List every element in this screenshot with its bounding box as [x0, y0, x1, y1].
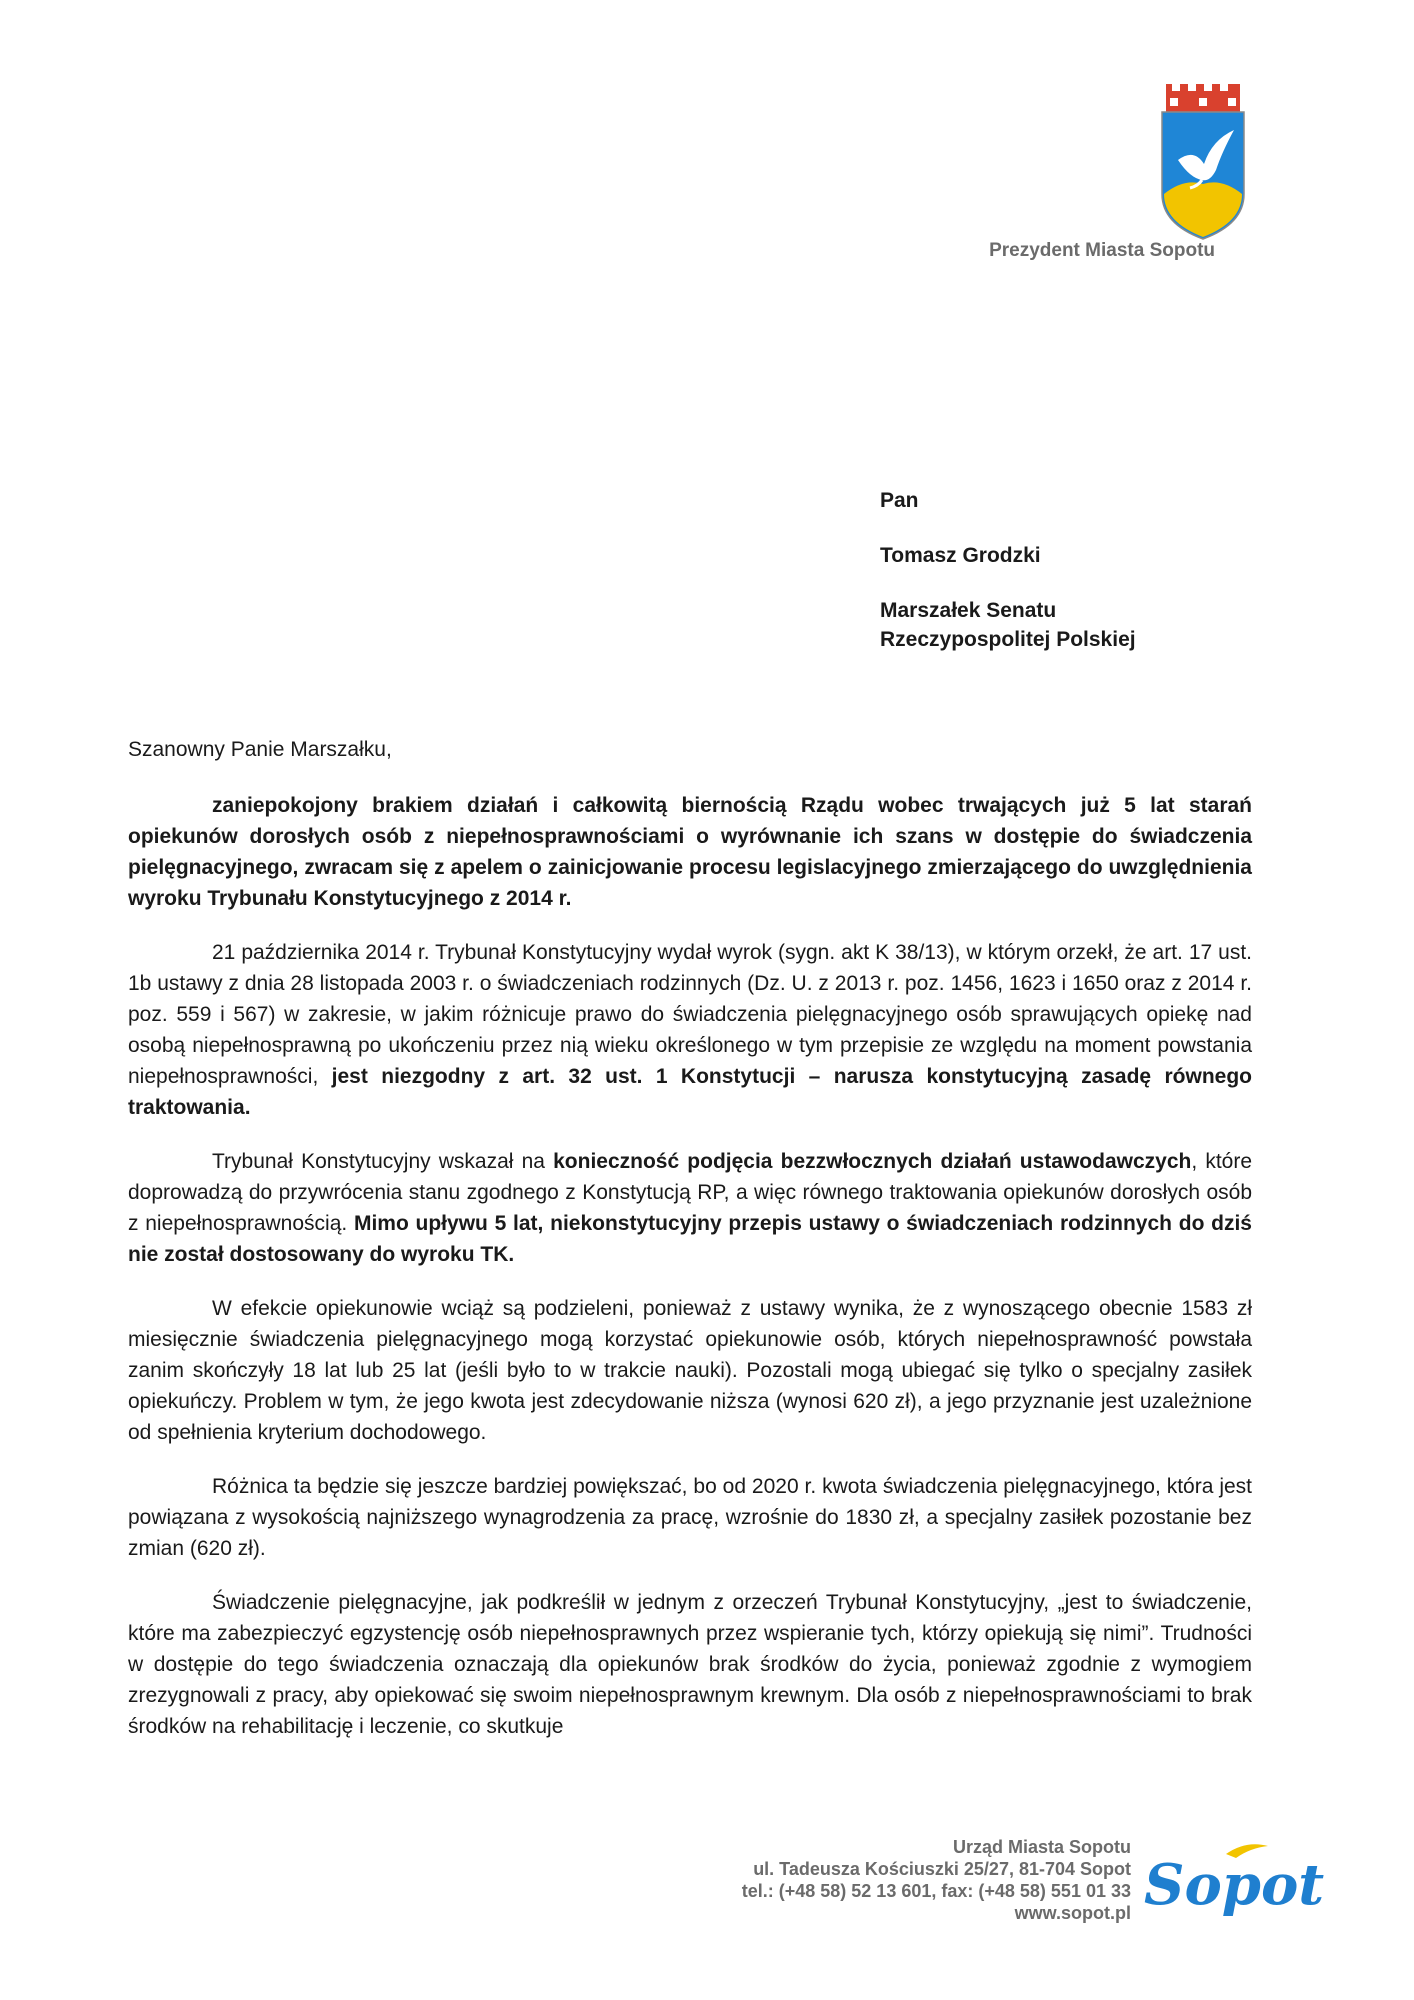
- paragraph-3: [128, 1146, 1252, 1270]
- paragraph-6: Świadczenie pielęgnacyjne, jak podkreślił w jednym z orzeczeń Trybunał Konstytucyjny, „jest to świadczenie, które ma zabezpieczyć egzystencję osób niepełnosprawnych przez wspieranie tych, którzy opiekują się nimi”. Trudności w dostępie do tego świadczenia oznaczają dla opiekunów brak środków do życia, ponieważ zgodnie z wymogiem zrezygnowali z pracy, aby opiekować się swoim niepełnosprawnym krewnym. Dla osób z niepełnosprawnościami to brak środków na rehabilitację i leczenie, co skutkuje: [128, 1591, 1252, 1738]
- footer-phone: tel.: (+48 58) 52 13 601, fax: (+48 58) 551 01 33: [741, 1881, 1131, 1901]
- paragraph-3-text-a: Trybunał Konstytucyjny wskazał na: [212, 1150, 554, 1173]
- recipient-line-1: Pan: [880, 489, 919, 512]
- paragraph-3-bold-b: Mimo upływu 5 lat, niekonstytucyjny przepis ustawy o świadczeniach rodzinnych do dziś nie został dostosowany do wyroku TK.: [128, 1212, 1252, 1266]
- recipient-block: [880, 486, 1136, 654]
- salutation: Szanowny Panie Marszałku,: [128, 738, 392, 761]
- sopot-coat-of-arms-icon: [1160, 82, 1246, 240]
- sender-name: Prezydent Miasta Sopotu: [989, 240, 1215, 261]
- paragraph-4: W efekcie opiekunowie wciąż są podzieleni, ponieważ z ustawy wynika, że z wynoszącego obecnie 1583 zł miesięcznie świadczenia pielęgnacyjnego mogą korzystać opiekunowie osób, których niepełnosprawność powstała zanim skończyły 18 lat lub 25 lat (jeśli było to w trakcie nauki). Pozostali mogą ubiegać się tylko o specjalny zasiłek opiekuńczy. Problem w tym, że jego kwota jest zdecydowanie niższa (wynosi 620 zł), a jego przyznanie jest uzależnione od spełnienia kryterium dochodowego.: [128, 1297, 1252, 1444]
- paragraph-2-text: 21 października 2014 r. Trybunał Konstytucyjny wydał wyrok (sygn. akt K 38/13), w którym orzekł, że art. 17 ust. 1b ustawy z dnia 28 listopada 2003 r. o świadczeniach rodzinnych (Dz. U. z 2013 r. poz. 1456, 1623 i 1650 oraz z 2014 r. poz. 559 i 567) w zakresie, w jakim różnicuje prawo do świadczenia pielęgnacyjnego osób sprawujących opiekę nad osobą niepełnosprawną po ukończeniu przez nią wieku określonego w tym przepisie ze względu na moment powstania niepełnosprawności,: [128, 941, 1252, 1088]
- paragraph-3-bold-a: konieczność podjęcia bezzwłocznych działań ustawodawczych: [553, 1150, 1192, 1173]
- paragraph-3-text-b: , które doprowadzą do przywrócenia stanu zgodnego z Konstytucją RP, a więc równego traktowania opiekunów dorosłych osób z niepełnosprawnością.: [128, 1150, 1253, 1235]
- footer-contact: [742, 1836, 1131, 1924]
- paragraph-5: Różnica ta będzie się jeszcze bardziej powiększać, bo od 2020 r. kwota świadczenia pielęgnacyjnego, która jest powiązana z wysokością najniższego wynagrodzenia za pracę, wzrośnie do 1830 zł, a specjalny zasiłek pozostanie bez zmian (620 zł).: [128, 1475, 1252, 1560]
- paragraph-2-bold: jest niezgodny z art. 32 ust. 1 Konstytucji – narusza konstytucyjną zasadę równego traktowania.: [128, 1065, 1252, 1119]
- footer-website: www.sopot.pl: [1014, 1903, 1131, 1923]
- recipient-line-2: Tomasz Grodzki: [880, 544, 1041, 567]
- footer-address: ul. Tadeusza Kościuszki 25/27, 81-704 Sopot: [753, 1859, 1131, 1879]
- recipient-line-3: Marszałek Senatu: [880, 599, 1057, 622]
- sopot-logo-icon: [1142, 1838, 1325, 1920]
- paragraph-1-text: zaniepokojony brakiem działań i całkowitą biernością Rządu wobec trwających już 5 lat starań opiekunów dorosłych osób z niepełnosprawnościami o wyrównanie ich szans w dostępie do świadczenia pielęgnacyjnego, zwracam się z apelem o zainicjowanie procesu legislacyjnego zmierzającego do uwzględnienia wyroku Trybunału Konstytucyjnego z 2014 r.: [128, 794, 1252, 910]
- footer-office: Urząd Miasta Sopotu: [952, 1837, 1131, 1857]
- paragraph-1: [128, 790, 1252, 914]
- paragraph-2: [128, 937, 1252, 1123]
- recipient-line-4: Rzeczypospolitej Polskiej: [880, 628, 1136, 651]
- letter-body: [128, 790, 1252, 1765]
- sopot-logo-text: Sopot: [1144, 1852, 1325, 1918]
